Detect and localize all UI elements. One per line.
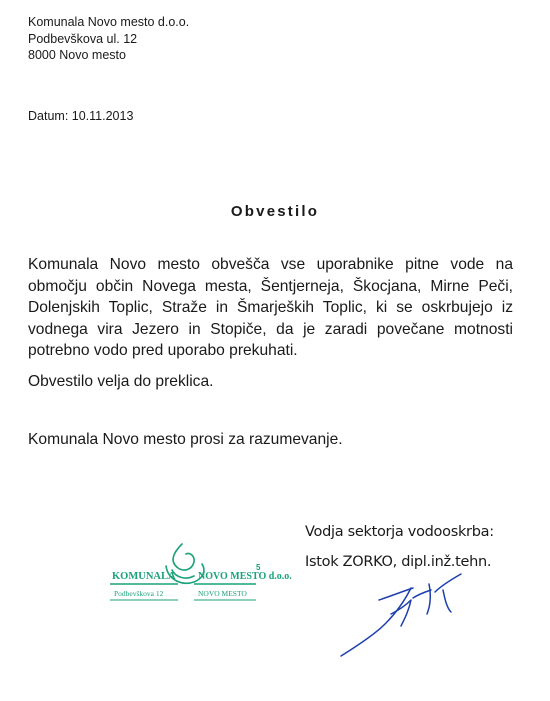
- sender-city: 8000 Novo mesto: [28, 48, 126, 62]
- stamp-city: NOVO MESTO: [198, 589, 247, 598]
- sender-street: Podbevškova ul. 12: [28, 31, 138, 46]
- closing-line: Komunala Novo mesto prosi za razumevanje.: [28, 431, 343, 448]
- handwritten-signature: [335, 570, 475, 660]
- stamp-left-text: KOMUNALA: [112, 571, 176, 582]
- sender-address: [28, 14, 189, 64]
- sender-company: Komunala Novo mesto d.o.o.: [28, 15, 190, 29]
- validity-note: Obvestilo velja do preklica.: [28, 373, 214, 390]
- stamp-number: 5: [256, 563, 261, 572]
- signatory-name: Istok ZORKO, dipl.inž.tehn.: [305, 554, 492, 570]
- company-stamp: [106, 540, 292, 608]
- document-date: Datum: 10.11.2013: [28, 109, 134, 123]
- notice-body: Komunala Novo mesto obvešča vse uporabnike pitne vode na območju občin Novega mesta, Šentjerneja, Škocjana, Mirne Peči, Dolenjskih Toplic, Straže in Šmarjeških Toplic, ki se oskrbujejo iz vodnega vira Jezero in Stopiče, da je zaradi povečane motnosti potrebno vodo pred uporabo prekuhati.: [28, 256, 513, 359]
- document-title: Obvestilo: [230, 203, 320, 220]
- signatory-role: Vodja sektorja vodooskrba:: [305, 524, 494, 540]
- stamp-right-text: NOVO MESTO d.o.o.: [198, 571, 292, 582]
- stamp-address: Podbevškova 12: [114, 589, 164, 598]
